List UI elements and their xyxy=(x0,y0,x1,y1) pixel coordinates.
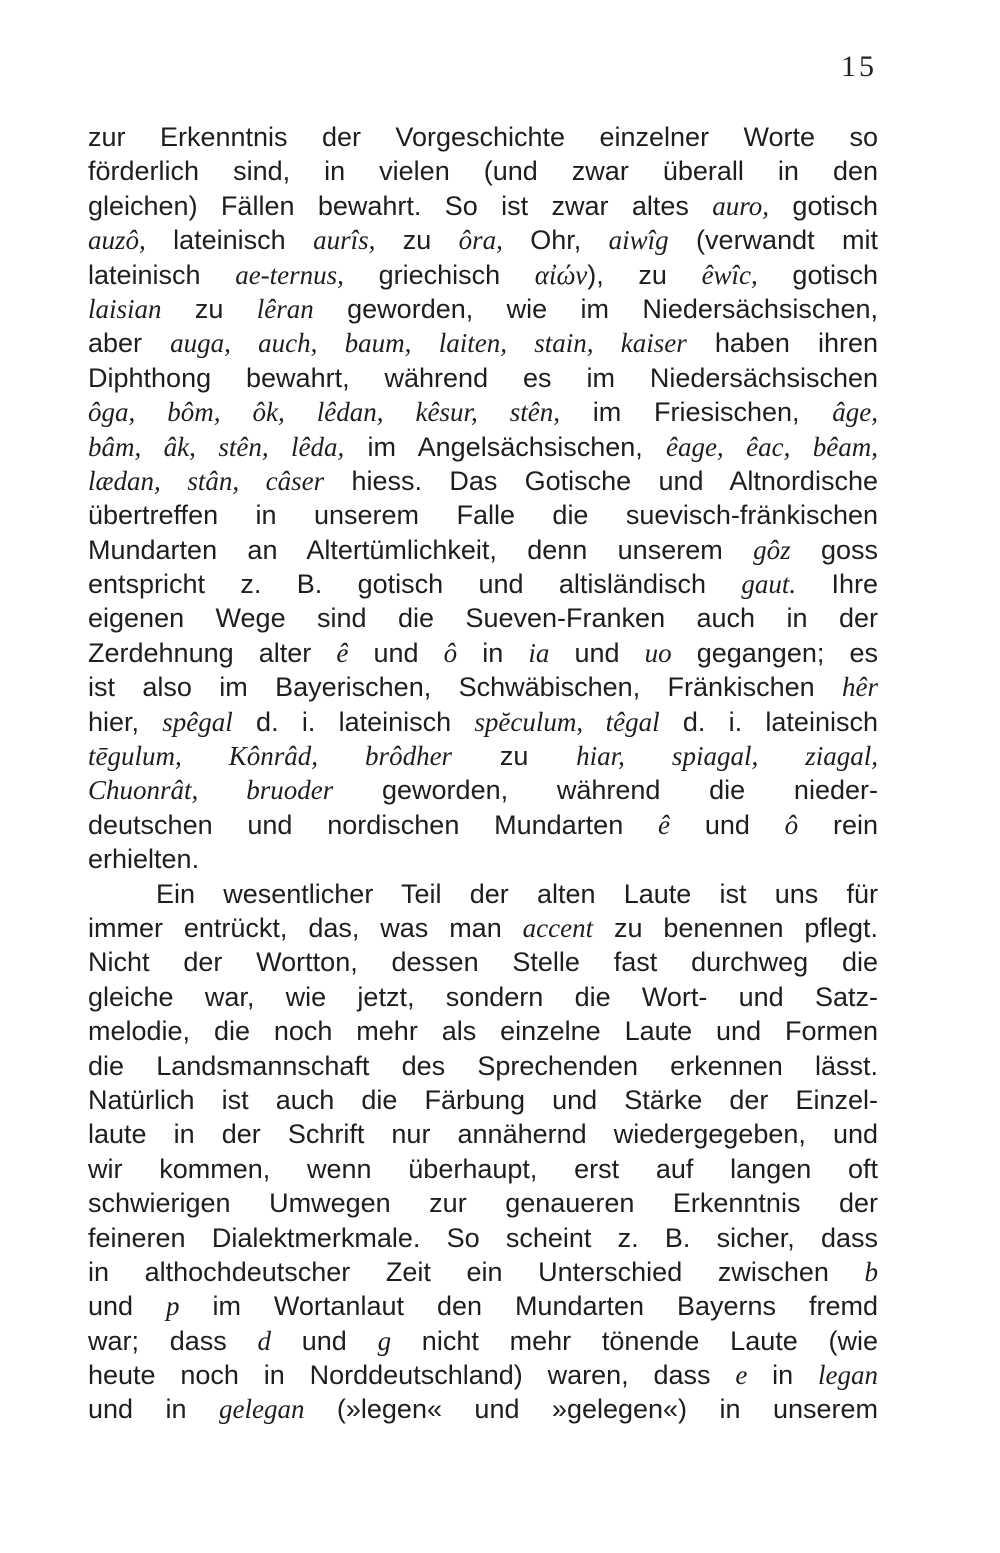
italic-term: gelegan xyxy=(218,1394,305,1425)
text-run: in althochdeutscher Zeit ein Unterschied zwischen xyxy=(88,1256,865,1287)
text-run: goss xyxy=(790,534,878,565)
text-run: zu benennen pflegt. xyxy=(593,912,878,943)
text-run: griechisch xyxy=(343,259,535,290)
text-run: die Landsmannschaft des Sprechenden erkennen lässt. xyxy=(88,1050,878,1081)
text-run: ist also im Bayerischen, Schwäbischen, Fränkischen xyxy=(88,672,842,703)
italic-term: g xyxy=(377,1325,392,1356)
body-text xyxy=(88,120,878,1427)
text-run: gotisch xyxy=(769,190,878,221)
text-line xyxy=(88,1358,878,1392)
text-run: im Angelsächsischen, xyxy=(344,431,666,462)
text-run: und in xyxy=(88,1394,219,1425)
text-run: und xyxy=(271,1325,378,1356)
text-line xyxy=(88,1152,878,1186)
italic-term: aiwîg xyxy=(608,225,669,256)
italic-term: auzô, xyxy=(88,225,146,256)
text-line xyxy=(88,1289,878,1323)
text-line xyxy=(88,223,878,257)
text-line xyxy=(88,1186,878,1220)
italic-term: spĕculum, têgal xyxy=(474,706,660,737)
text-run: zur Erkenntnis der Vorgeschichte einzelner Worte so xyxy=(88,122,878,152)
italic-term: aurîs, xyxy=(313,225,376,256)
italic-term: ôra, xyxy=(458,225,503,256)
italic-term: αἰών xyxy=(534,259,588,290)
text-line xyxy=(88,326,878,360)
text-run: und xyxy=(549,637,645,668)
text-run: Ohr, xyxy=(502,225,609,256)
text-run: (»legen« und »gelegen«) in unserem xyxy=(304,1394,878,1425)
text-run: Nicht der Wortton, dessen Stelle fast durchweg die xyxy=(88,947,878,978)
text-run: aber xyxy=(88,328,171,359)
text-run: in xyxy=(747,1360,818,1391)
text-line xyxy=(88,636,878,670)
text-line xyxy=(88,533,878,567)
italic-term: gôz xyxy=(753,534,791,565)
text-run: heute noch in Norddeutschland) waren, dass xyxy=(88,1360,736,1391)
italic-term: ôga, bôm, ôk, lêdan, kêsur, stên, xyxy=(88,397,560,428)
text-run: wir kommen, wenn überhaupt, erst auf langen oft xyxy=(88,1153,878,1184)
text-run: Ihre xyxy=(796,569,878,600)
text-line xyxy=(88,1083,878,1117)
text-line xyxy=(88,292,878,326)
text-line xyxy=(88,567,878,601)
text-run: gleichen) Fällen bewahrt. So ist zwar altes xyxy=(88,190,713,221)
text-run: gotisch xyxy=(757,259,878,290)
italic-term: lêran xyxy=(256,293,314,324)
text-run: war; dass xyxy=(88,1325,258,1356)
text-line xyxy=(88,601,878,635)
text-line xyxy=(88,705,878,739)
text-line xyxy=(88,739,878,773)
text-line xyxy=(88,189,878,223)
italic-term: bâm, âk, stên, lêda, xyxy=(88,431,345,462)
text-run: d. i. lateinisch xyxy=(659,706,878,737)
text-run: Ein wesentlicher Teil der alten Laute ist uns für xyxy=(156,878,878,909)
text-run: melodie, die noch mehr als einzelne Laute und Formen xyxy=(88,1016,878,1047)
text-run: gegangen; es xyxy=(671,637,878,668)
text-run: deutschen und nordischen Mundarten xyxy=(88,809,659,840)
text-line xyxy=(88,1014,878,1048)
italic-term: hêr xyxy=(842,672,878,703)
text-run: und xyxy=(88,1291,167,1322)
text-run: nicht mehr tönende Laute (wie xyxy=(391,1325,878,1356)
text-run: rein xyxy=(798,809,878,840)
italic-term: ae-ternus, xyxy=(235,259,344,290)
italic-term: laisian xyxy=(88,293,162,324)
text-run: haben ihren xyxy=(686,328,878,359)
italic-term: ô xyxy=(784,809,799,840)
text-run: feineren Dialektmerkmale. So scheint z. B. sicher, dass xyxy=(88,1222,878,1253)
italic-term: lædan, stân, câser xyxy=(88,465,325,496)
text-run: zu xyxy=(161,293,257,324)
text-run: im Friesischen, xyxy=(559,397,833,428)
text-line xyxy=(88,842,878,876)
text-run: entspricht z. B. gotisch und altisländisch xyxy=(88,569,742,600)
text-line xyxy=(88,1221,878,1255)
text-line xyxy=(88,808,878,842)
italic-term: ô xyxy=(443,637,458,668)
text-run: d. i. lateinisch xyxy=(232,706,475,737)
italic-term: p xyxy=(166,1291,180,1322)
italic-term: gaut. xyxy=(741,569,797,600)
text-run: zu xyxy=(375,225,459,256)
text-run: lateinisch xyxy=(145,225,314,256)
italic-term: Chuonrât, bruoder xyxy=(88,775,334,806)
text-line xyxy=(88,911,878,945)
text-run: immer entrückt, das, was man xyxy=(88,912,523,943)
italic-term: uo xyxy=(644,637,672,668)
text-run: eigenen Wege sind die Sueven-Franken auch in der xyxy=(88,603,878,634)
text-run: erhielten. xyxy=(88,844,200,875)
text-line xyxy=(88,1255,878,1289)
text-line xyxy=(88,395,878,429)
text-line xyxy=(88,1117,878,1151)
text-run: im Wortanlaut den Mundarten Bayerns fremd xyxy=(179,1291,878,1322)
text-run: ), zu xyxy=(587,259,702,290)
text-line xyxy=(88,877,878,911)
italic-term: ia xyxy=(528,637,550,668)
text-line xyxy=(88,1324,878,1358)
italic-term: legan xyxy=(818,1360,878,1391)
text-line xyxy=(88,154,878,188)
text-run: gleiche war, wie jetzt, sondern die Wort- und Satz- xyxy=(88,981,878,1012)
italic-term: d xyxy=(257,1325,272,1356)
text-run: Mundarten an Altertümlichkeit, denn unserem xyxy=(88,534,754,565)
italic-term: êwîc, xyxy=(701,259,758,290)
text-run: zu xyxy=(452,741,577,772)
text-line xyxy=(88,980,878,1014)
italic-term: êage, êac, bêam, xyxy=(665,431,878,462)
text-line xyxy=(88,1392,878,1426)
text-run: hiess. Das Gotische und Altnordische xyxy=(324,465,878,496)
text-run: hier, xyxy=(88,706,163,737)
italic-term: ê xyxy=(658,809,671,840)
italic-term: spêgal xyxy=(162,706,233,737)
text-run: (verwandt mit xyxy=(668,225,878,256)
text-run: lateinisch xyxy=(88,259,236,290)
text-line xyxy=(88,430,878,464)
text-run: übertreffen in unserem Falle die suevisch-fränkischen xyxy=(88,500,878,531)
text-line xyxy=(88,498,878,532)
text-run: geworden, während die nieder- xyxy=(333,775,878,806)
italic-term: accent xyxy=(522,912,594,943)
text-run: und xyxy=(348,637,444,668)
text-line xyxy=(88,361,878,395)
text-run: Diphthong bewahrt, während es im Niedersächsischen xyxy=(88,362,878,393)
text-run: laute in der Schrift nur annähernd wiedergegeben, und xyxy=(88,1119,878,1150)
text-line xyxy=(88,670,878,704)
text-run: förderlich sind, in vielen (und zwar überall in den xyxy=(88,156,878,187)
text-run: Natürlich ist auch die Färbung und Stärke der Einzel- xyxy=(88,1084,878,1115)
text-run: in xyxy=(457,637,529,668)
italic-term: ê xyxy=(336,637,349,668)
text-run: geworden, wie im Niedersächsischen, xyxy=(313,293,878,324)
italic-term: auro, xyxy=(712,190,770,221)
page-number: 15 xyxy=(841,50,877,83)
italic-term: âge, xyxy=(832,397,878,428)
text-line xyxy=(88,773,878,807)
text-line xyxy=(88,464,878,498)
text-line xyxy=(88,120,878,154)
text-run: schwierigen Umwegen zur genaueren Erkenntnis der xyxy=(88,1188,878,1219)
text-run: Zerdehnung alter xyxy=(88,637,337,668)
italic-term: auga, auch, baum, laiten, stain, kaiser xyxy=(170,328,687,359)
italic-term: b xyxy=(864,1256,878,1287)
text-line xyxy=(88,945,878,979)
italic-term: hiar, spiagal, ziagal, xyxy=(576,741,878,772)
text-line xyxy=(88,258,878,292)
italic-term: tēgulum, Kônrâd, brôdher xyxy=(88,741,453,772)
italic-term: e xyxy=(735,1360,748,1391)
text-run: und xyxy=(670,809,785,840)
text-line xyxy=(88,1049,878,1083)
